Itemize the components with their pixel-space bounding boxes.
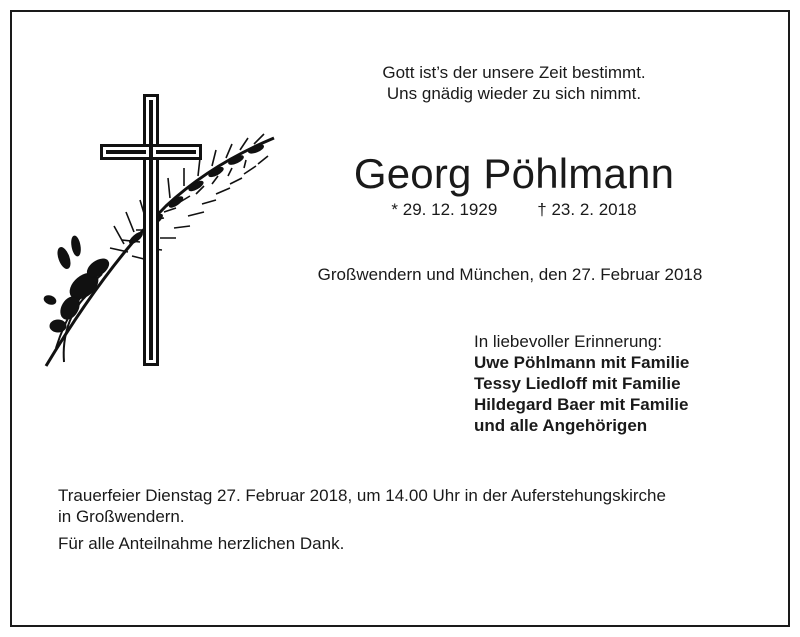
birth-date: * 29. 12. 1929 — [391, 200, 498, 219]
mourner-name: und alle Angehörigen — [474, 416, 648, 435]
mourners-block — [474, 331, 689, 436]
deceased-name: Georg Pöhlmann — [353, 150, 675, 197]
life-dates — [300, 199, 728, 221]
cross-icon — [100, 94, 202, 366]
mourner-name: Uwe Pöhlmann mit Familie — [474, 353, 690, 372]
verse — [300, 62, 728, 104]
cross-and-wheat-artwork — [36, 86, 286, 381]
verse-line-2: Uns gnädig wieder zu sich nimmt. — [386, 84, 642, 103]
service-line-2: in Großwendern. — [58, 507, 185, 526]
mourner-name: Hildegard Baer mit Familie — [474, 395, 689, 414]
death-date: † 23. 2. 2018 — [537, 200, 637, 219]
service-line-1: Trauerfeier Dienstag 27. Februar 2018, um 14.00 Uhr in der Auferstehungskirche — [58, 486, 666, 505]
service-info — [58, 485, 758, 554]
mourners-intro: In liebevoller Erinnerung: — [474, 332, 663, 351]
thanks-line: Für alle Anteilnahme herzlichen Dank. — [58, 534, 345, 553]
place-and-date: Großwendern und München, den 27. Februar 2018 — [317, 265, 703, 284]
verse-line-1: Gott ist’s der unsere Zeit bestimmt. — [382, 63, 646, 82]
mourner-name: Tessy Liedloff mit Familie — [474, 374, 681, 393]
